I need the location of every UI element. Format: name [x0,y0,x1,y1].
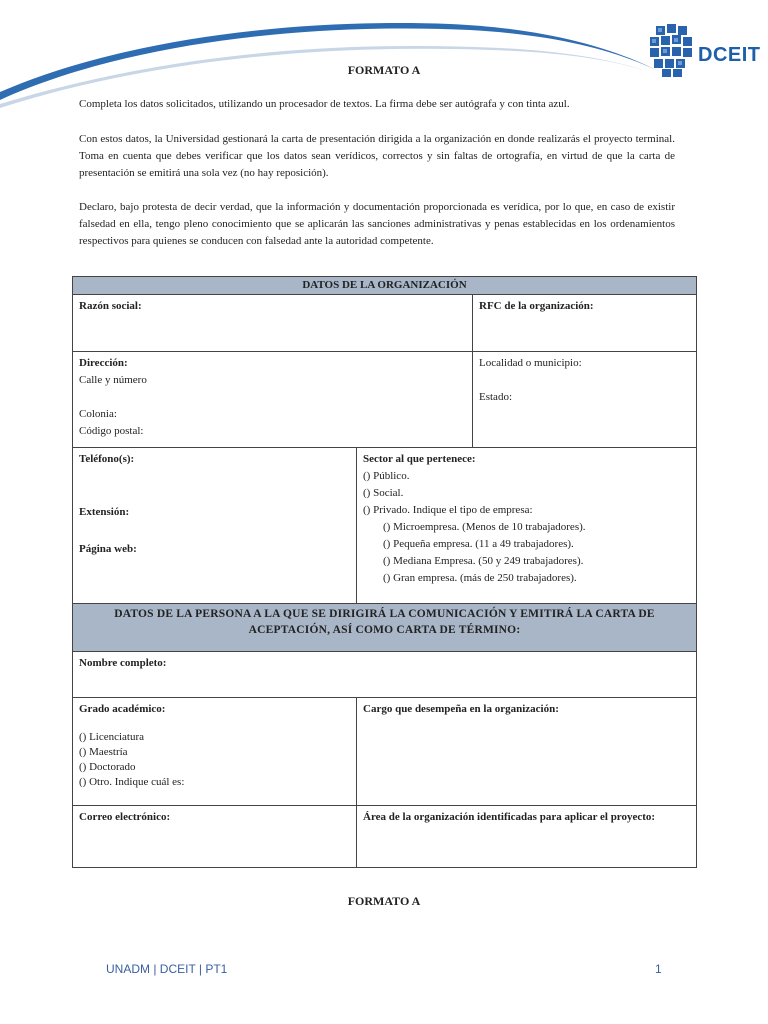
intro-paragraph-1: Completa los datos solicitados, utilizando un procesador de textos. La firma debe ser autógrafa y con tinta azul. [79,98,570,110]
nombre-completo-label: Nombre completo: [79,657,167,669]
estado-label: Estado: [479,391,512,403]
extension-label: Extensión: [79,506,130,518]
organization-form-table [72,276,697,868]
correo-label: Correo electrónico: [79,811,171,823]
grado-option-doctorado[interactable]: () Doctorado [79,761,136,773]
sector-field[interactable] [357,448,697,604]
grado-option-otro[interactable]: () Otro. Indique cuál es: [79,776,185,788]
cargo-label: Cargo que desempeña en la organización: [363,703,559,715]
pagina-web-label: Página web: [79,543,137,555]
correo-field[interactable] [73,806,357,868]
area-label: Área de la organización identificadas para aplicar el proyecto: [363,811,656,823]
localidad-field[interactable] [473,352,697,448]
nombre-completo-field[interactable] [73,652,697,698]
sector-label: Sector al que pertenece: [363,453,476,465]
direccion-field[interactable] [73,352,473,448]
footer-label: UNADM | DCEIT | PT1 [106,962,228,976]
grado-option-maestria[interactable]: () Maestría [79,746,128,758]
grado-academico-label: Grado académico: [79,703,166,715]
colonia-label: Colonia: [79,408,117,420]
persona-section-header: DATOS DE LA PERSONA A LA QUE SE DIRIGIRÁ LA COMUNICACIÓN Y EMITIRÁ LA CARTA DE ACEPTACIÓN, ASÍ COMO CARTA DE TÉRMINO: [73,604,697,652]
page-number: 1 [655,962,662,976]
intro-paragraph-2: Con estos datos, la Universidad gestionará la carta de presentación dirigida a la organización en donde realizarás el proyecto terminal. Toma en cuenta que debes verificar que los datos sean verídicos, correctos y sin faltas de ortografía, en virtud de que la carta de presentación se emitirá una sola vez (no hay reposición). [79,133,675,179]
razon-social-field[interactable] [73,295,473,352]
localidad-label: Localidad o municipio: [479,357,582,369]
grado-option-licenciatura[interactable]: () Licenciatura [79,731,145,743]
grado-academico-field[interactable] [73,698,357,806]
razon-social-label: Razón social: [79,300,142,312]
bottom-title: FORMATO A [347,894,421,908]
document-title: FORMATO A [347,63,421,77]
direccion-label: Dirección: [79,357,128,369]
cargo-field[interactable] [357,698,697,806]
sector-option-privado[interactable]: () Privado. Indique el tipo de empresa: [363,504,533,516]
empresa-option-grande[interactable]: () Gran empresa. (más de 250 trabajadores). [383,572,577,584]
declaration-paragraph: Declaro, bajo protesta de decir verdad, que la información y documentación proporcionada es verídica, por lo que, en caso de existir falsedad en ella, tengo pleno conocimiento que se aplicarán las sanciones administrativas y penas establecidas en los ordenamientos respectivos para quienes se conducen con falsedad ante la autoridad competente. [79,201,675,247]
codigo-postal-label: Código postal: [79,425,144,437]
empresa-option-pequena[interactable]: () Pequeña empresa. (11 a 49 trabajadores). [383,538,574,550]
rfc-field[interactable] [473,295,697,352]
sector-option-publico[interactable]: () Público. [363,470,410,482]
sector-option-social[interactable]: () Social. [363,487,404,499]
logo-text: DCEIT [698,44,761,66]
empresa-option-mediana[interactable]: () Mediana Empresa. (50 y 249 trabajadores). [383,555,584,567]
telefono-field[interactable] [73,448,357,604]
calle-label: Calle y número [79,374,147,386]
area-field[interactable] [357,806,697,868]
rfc-label: RFC de la organización: [479,300,594,312]
telefono-label: Teléfono(s): [79,453,135,465]
org-section-header: DATOS DE LA ORGANIZACIÓN [73,277,697,295]
empresa-option-micro[interactable]: () Microempresa. (Menos de 10 trabajadores). [383,521,586,533]
